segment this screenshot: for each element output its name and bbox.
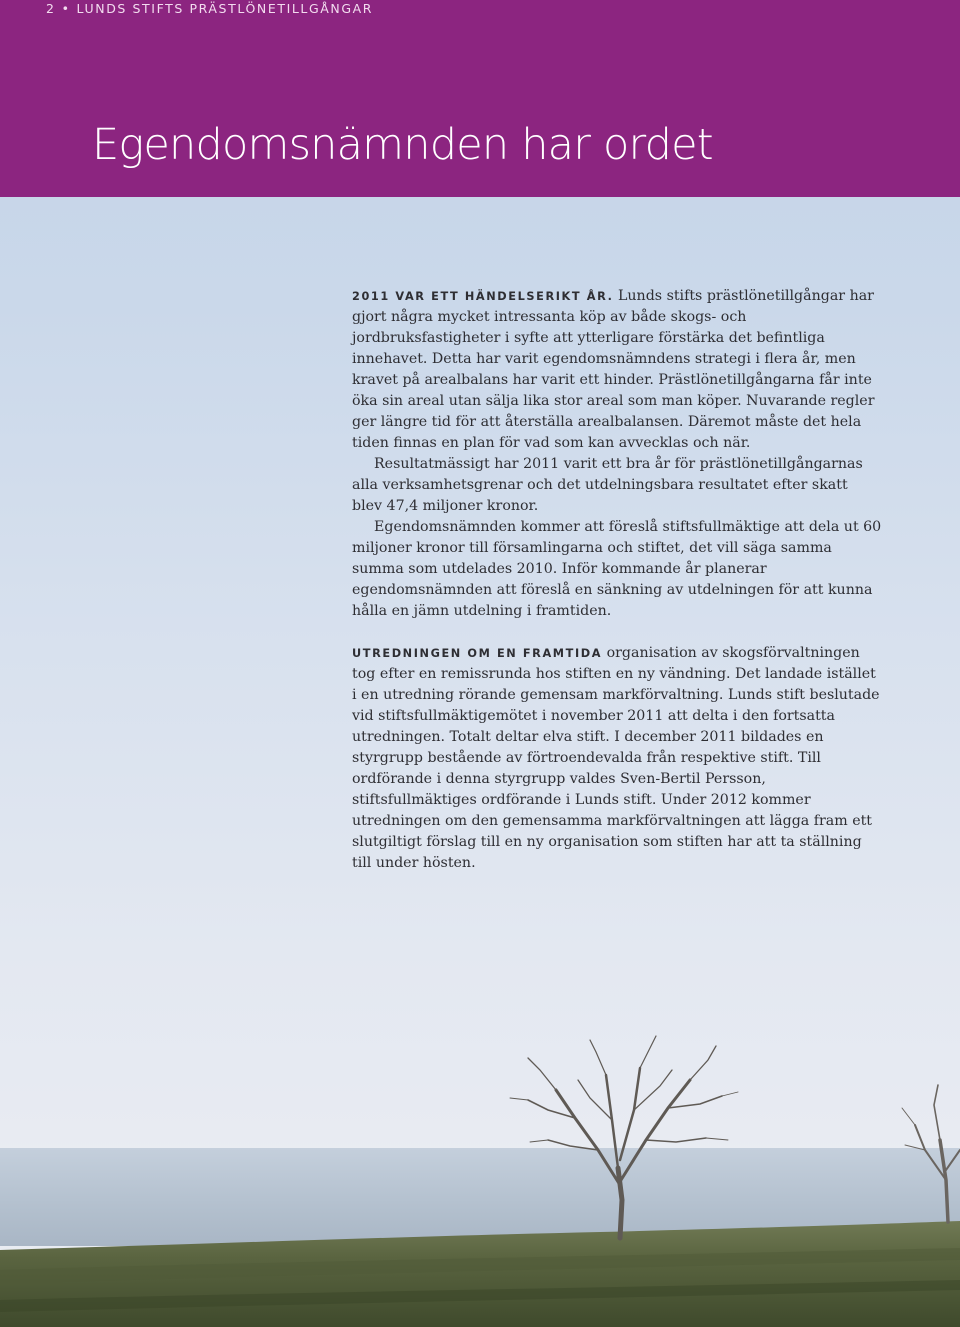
running-title: LUNDS STIFTS PRÄSTLÖNETILLGÅNGAR [76, 1, 374, 16]
bare-tree-edge [902, 1085, 960, 1222]
running-head [46, 1, 373, 16]
page-title: Egendomsnämnden har ordet [92, 120, 713, 170]
paragraph-text: Lunds stifts prästlönetillgångar har gjort några mycket intressanta köp av både skogs- och jordbruksfastigheter i syfte att ytterligare förstärka det befintliga innehavet. Detta har varit egendomsnämndens strategi i flera år, men kravet på arealbalans har varit ett hinder. Prästlönetillgångarna får inte öka sin areal utan sälja lika stor areal som man köper. Nuvarande regler ger längre tid för att återställa arealbalansen. Däremot måste det hela tiden finnas en plan för vad som kan avvecklas och när. [352, 288, 875, 451]
header-band [0, 0, 960, 197]
page-number: 2 [46, 1, 56, 16]
paragraph: Egendomsnämnden kommer att föreslå stiftsfullmäktige att dela ut 60 miljoner kronor till församlingarna och stiftet, det vill säga samma summa som utdelades 2010. Inför kommande år planerar egendomsnämnden att föreslå en sänkning av utdelningen för att kunna hålla en jämn utdelning i framtiden. [352, 519, 882, 619]
paragraph-text: organisation av skogsförvaltningen tog efter en remissrunda hos stiften en ny vändning. Det landade istället i en utredning rörande gemensam markförvaltning. Lunds stift beslutade vid stiftsfullmäktigemötet i november 2011 att delta i den fortsatta utredningen. Totalt deltar elva stift. I december 2011 bildades en styrgrupp bestående av förtroendevalda från respektive stift. Till ordförande i denna styrgrupp valdes Sven-Bertil Persson, stiftsfullmäktiges ordförande i Lunds stift. Under 2012 kommer utredningen om den gemensamma markförvaltningen att lägga fram ett slutgiltigt förslag till en ny organisation som stiften har att ta ställning till under hösten. [352, 645, 880, 871]
paragraph: Resultatmässigt har 2011 varit ett bra år för prästlönetillgångarnas alla verksamhetsgrenar och det utdelningsbara resultatet efter skatt blev 47,4 miljoner kronor. [352, 456, 863, 514]
article-body [352, 286, 882, 874]
bare-tree [510, 1036, 738, 1238]
paragraph-lead-in: 2011 VAR ETT HÄNDELSERIKT ÅR. [352, 290, 614, 303]
paragraph-lead-in: UTREDNINGEN OM EN FRAMTIDA [352, 647, 603, 660]
paragraph [352, 286, 882, 454]
running-head-separator: • [61, 1, 71, 16]
paragraph [352, 643, 882, 874]
